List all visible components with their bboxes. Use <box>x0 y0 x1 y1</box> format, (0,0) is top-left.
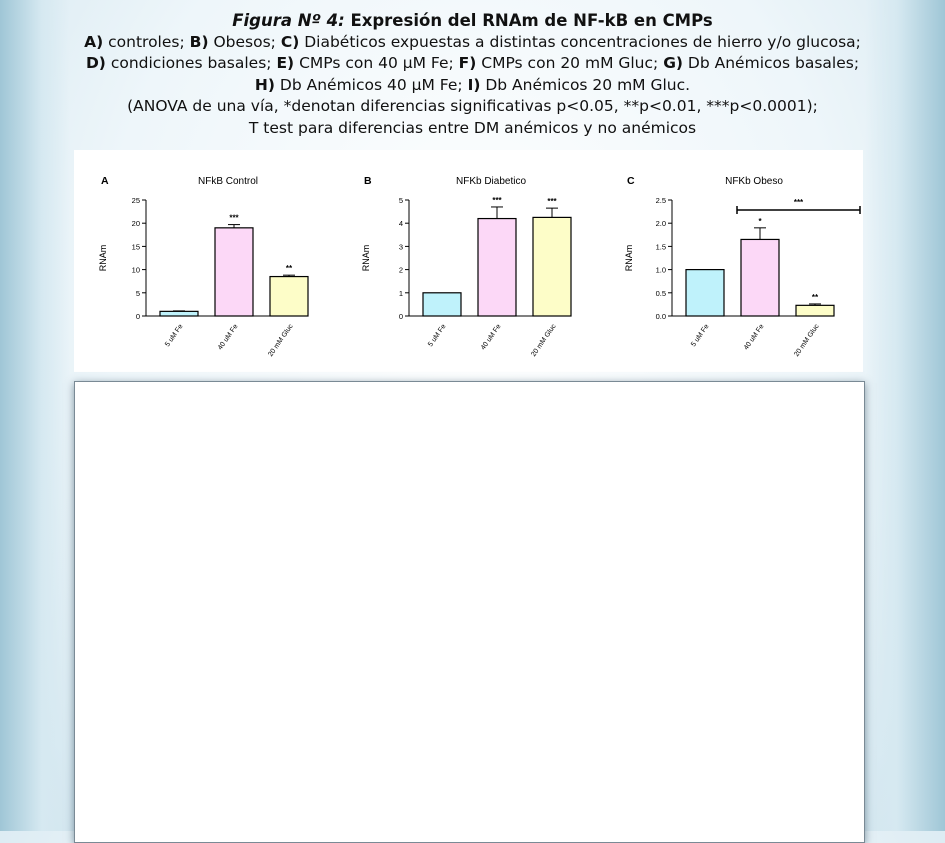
y-tick-label: 4 <box>398 219 403 229</box>
significance-label: ** <box>285 264 293 274</box>
caption-bold-0: A) <box>84 32 104 51</box>
caption-bold-0: D) <box>85 54 106 72</box>
bar <box>215 228 253 316</box>
x-tick-label: 20 mM Gluc <box>530 323 558 359</box>
chart-a <box>74 150 337 372</box>
chart-b <box>337 150 600 372</box>
caption-text-1: Db Anémicos 40 µM Fe; <box>274 75 468 94</box>
caption-title-rest: Expresión del RNAm de NF-kB en CMPs <box>344 11 713 30</box>
y-axis-label: RNAm <box>361 244 371 272</box>
chart-title: NFKb Obeso <box>725 176 783 187</box>
significance-label: *** <box>547 197 557 207</box>
y-tick-label: 3 <box>398 242 403 252</box>
bar <box>533 217 571 316</box>
x-tick-label: 40 uM Fe <box>479 323 503 352</box>
y-tick-label: 2.5 <box>655 196 666 205</box>
y-tick-label: 20 <box>131 219 140 229</box>
figure-caption <box>20 10 925 139</box>
x-tick-label: 40 uM Fe <box>742 323 766 352</box>
y-tick-label: 0 <box>135 312 140 321</box>
y-axis-label: RNAm <box>98 244 108 272</box>
caption-bold-2: B) <box>189 32 209 51</box>
caption-text-7: Db Anémicos basales; <box>683 54 860 72</box>
bar <box>686 270 724 316</box>
y-tick-label: 0 <box>398 312 403 321</box>
caption-line-4: (ANOVA de una vía, *denotan diferencias significativas p<0.05, **p<0.01, ***p<0.0001); <box>127 97 818 115</box>
significance-label: ** <box>811 292 819 302</box>
x-tick-label: 40 uM Fe <box>216 323 240 352</box>
y-tick-label: 1.0 <box>655 265 666 275</box>
caption-text-3: Obesos; <box>208 32 281 51</box>
caption-line-5: T test para diferencias entre DM anémicos y no anémicos <box>248 118 697 137</box>
y-tick-label: 10 <box>131 265 140 275</box>
caption-bold-4: F) <box>458 54 477 72</box>
x-tick-label: 5 uM Fe <box>164 323 185 349</box>
y-tick-label: 1.5 <box>655 242 666 252</box>
x-tick-label: 20 mM Gluc <box>267 323 295 359</box>
bar <box>423 293 461 316</box>
caption-text-5: CMPs con 20 mM Gluc; <box>476 54 664 72</box>
caption-bold-4: C) <box>280 32 300 51</box>
caption-title <box>20 10 925 32</box>
caption-bold-2: E) <box>276 54 295 72</box>
caption-line-3 <box>20 75 925 97</box>
bar <box>741 239 779 316</box>
chart-c <box>600 150 863 372</box>
y-tick-label: 5 <box>398 196 403 205</box>
panel-label: C <box>627 175 635 187</box>
y-tick-label: 2.0 <box>655 219 666 229</box>
caption-title-prefix: Figura Nº 4: <box>232 11 345 30</box>
bracket-label: *** <box>793 198 804 207</box>
figure-panel <box>74 150 863 372</box>
chart-title: NFkB Control <box>197 176 259 187</box>
caption-bold-0: H) <box>254 75 275 94</box>
blank-content-panel <box>74 381 865 843</box>
y-tick-label: 25 <box>131 196 140 205</box>
y-tick-label: 0.0 <box>655 312 666 321</box>
y-tick-label: 5 <box>135 288 140 298</box>
x-tick-label: 5 uM Fe <box>690 323 711 349</box>
y-tick-label: 0.5 <box>655 288 666 298</box>
bar <box>270 277 308 316</box>
caption-text-3: Db Anémicos 20 mM Gluc. <box>480 75 691 94</box>
x-tick-label: 20 mM Gluc <box>793 323 821 359</box>
significance-label: *** <box>229 213 239 223</box>
significance-label: * <box>758 216 762 226</box>
caption-bold-6: G) <box>663 54 683 72</box>
chart-title: NFKb Diabetico <box>455 176 527 187</box>
bar <box>478 219 516 316</box>
x-tick-label: 5 uM Fe <box>427 323 448 349</box>
caption-text-1: controles; <box>103 32 190 51</box>
y-tick-label: 15 <box>131 242 140 252</box>
caption-text-1: condiciones basales; <box>105 54 277 72</box>
caption-line-2 <box>20 53 925 75</box>
bar <box>796 305 834 316</box>
y-axis-label: RNAm <box>624 244 634 272</box>
panel-label: A <box>101 175 109 187</box>
y-tick-label: 2 <box>398 265 403 275</box>
caption-text-3: CMPs con 40 µM Fe; <box>294 54 459 72</box>
caption-text-5: Diabéticos expuestas a distintas concentraciones de hierro y/o glucosa; <box>299 32 861 51</box>
caption-line-1 <box>20 32 925 54</box>
significance-label: *** <box>492 195 502 205</box>
y-tick-label: 1 <box>398 288 403 298</box>
bar <box>160 311 198 316</box>
caption-bold-2: I) <box>467 75 481 94</box>
panel-label: B <box>364 175 372 187</box>
